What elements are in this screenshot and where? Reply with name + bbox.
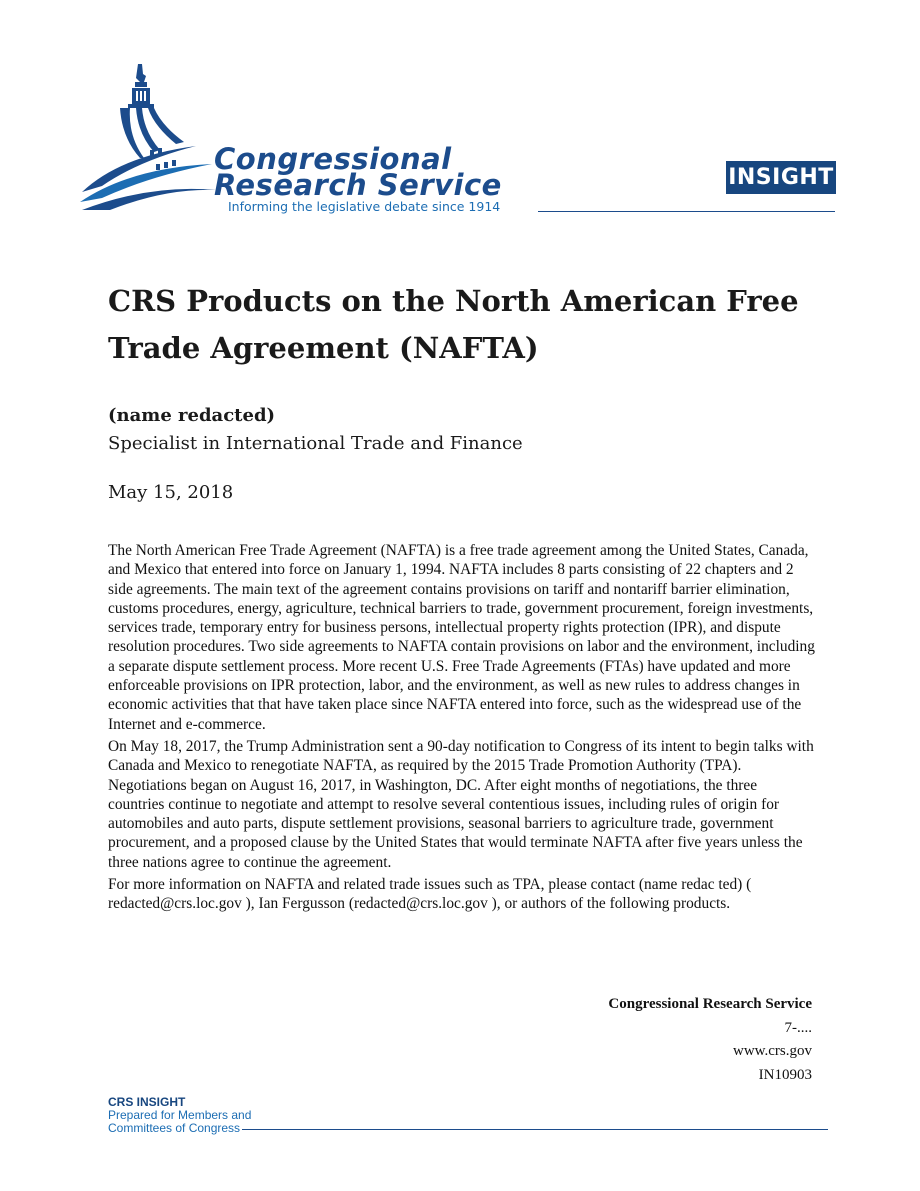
author-name: (name redacted) xyxy=(108,405,276,426)
info-website[interactable]: www.crs.gov xyxy=(732,1043,812,1059)
author-title: Specialist in International Trade and Finance xyxy=(108,433,523,454)
publication-date: May 15, 2018 xyxy=(108,482,234,503)
document-body xyxy=(108,541,816,917)
header-rule xyxy=(538,211,835,212)
report-info-block xyxy=(608,993,812,1087)
info-report-id: IN10903 xyxy=(758,1066,812,1083)
footer-line2: Committees of Congress xyxy=(108,1121,241,1135)
info-phone: 7-.... xyxy=(784,1019,812,1036)
footer xyxy=(108,1096,251,1135)
logo-wordmark-line2: Research Service xyxy=(214,168,502,202)
info-org: Congressional Research Service xyxy=(608,996,812,1012)
body-paragraph: On May 18, 2017, the Trump Administration sent a 90-day notification to Congress of its intent to begin talks with Canada and Mexico to renegotiate NAFTA, as required by the 2015 Trade Promotion Authority (TPA). Negotiations began on August 16, 2017, in Washington, DC. After eight months of negotiations, the three countries continue to negotiate and attempt to resolve several contentious issues, including rules of origin for automobiles and auto parts, dispute settlement provisions, seasonal barriers to agriculture trade, government procurement, and a proposed clause by the United States that would terminate NAFTA after five years unless the three nations agree to continue the agreement. xyxy=(108,737,814,871)
footer-title: CRS INSIGHT xyxy=(108,1095,186,1109)
footer-line1: Prepared for Members and xyxy=(108,1108,252,1122)
footer-rule xyxy=(242,1129,828,1130)
document-title: CRS Products on the North American Free Trade Agreement (NAFTA) xyxy=(108,284,799,365)
insight-badge: INSIGHT xyxy=(726,161,836,194)
capitol-dome-icon xyxy=(80,60,220,220)
body-paragraph: The North American Free Trade Agreement (NAFTA) is a free trade agreement among the United States, Canada, and Mexico that entered into force on January 1, 1994. NAFTA includes 8 parts consisting of 22 chapters and 2 side agreements. The main text of the agreement contains provisions on tariff and nontariff barrier elimination, customs procedures, energy, agriculture, technical barriers to trade, government procurement, foreign investments, services trade, temporary entry for business persons, intellectual property rights protection (IPR), and dispute resolution procedures. Two side agreements to NAFTA contain provisions on labor and the environment, including a separate dispute settlement process. More recent U.S. Free Trade Agreements (FTAs) have updated and more enforceable provisions on IPR protection, labor, and the environment, as well as new rules to address changes in economic activities that that have taken place since NAFTA entered into force, such as the widespread use of the Internet and e-commerce. xyxy=(108,542,815,733)
logo-wordmark-line1: Congressional xyxy=(214,142,452,176)
body-paragraph: For more information on NAFTA and related trade issues such as TPA, please contact (name redac ted) ( redacted@crs.loc.gov ), Ian Fergusson (redacted@crs.loc.gov ), or authors of the following products. xyxy=(108,876,752,913)
logo-tagline: Informing the legislative debate since 1914 xyxy=(228,199,501,214)
